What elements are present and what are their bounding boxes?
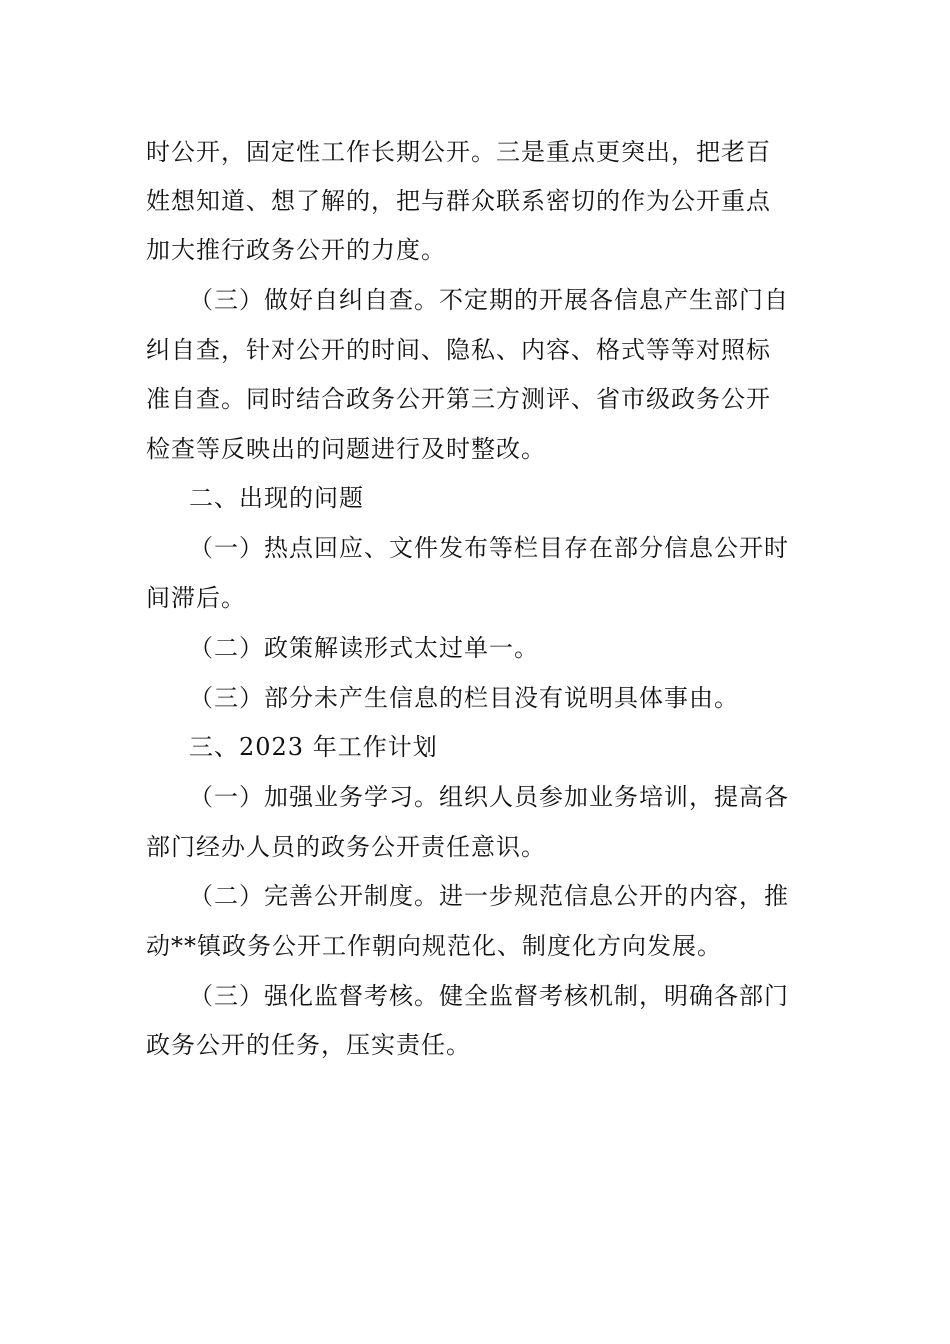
paragraph-line: 部门经办人员的政务公开责任意识。	[146, 833, 546, 861]
paragraph-line: 间滞后。	[146, 584, 246, 612]
paragraph-line: 姓想知道、想了解的，把与群众联系密切的作为公开重点	[146, 187, 771, 215]
chapter-heading-plan: 三、2023 年工作计划	[189, 733, 438, 761]
list-item: （二）完善公开制度。进一步规范信息公开的内容，推	[189, 882, 789, 910]
paragraph-line: 动**镇政务公开工作朝向规范化、制度化方向发展。	[146, 932, 722, 960]
paragraph-line: 准自查。同时结合政务公开第三方测评、省市级政务公开	[146, 385, 771, 413]
paragraph-line: 纠自查，针对公开的时间、隐私、内容、格式等等对照标	[146, 336, 771, 364]
list-item: （二）政策解读形式太过单一。	[189, 634, 539, 662]
paragraph-line: 检查等反映出的问题进行及时整改。	[146, 435, 546, 463]
paragraph-line: 加大推行政务公开的力度。	[146, 236, 446, 264]
list-item: （一）热点回应、文件发布等栏目存在部分信息公开时	[189, 534, 789, 562]
list-item: （三）强化监督考核。健全监督考核机制，明确各部门	[189, 982, 789, 1010]
list-item: （一）加强业务学习。组织人员参加业务培训，提高各	[189, 783, 789, 811]
paragraph-line: 政务公开的任务，压实责任。	[146, 1031, 471, 1059]
chapter-heading-problems: 二、出现的问题	[189, 484, 364, 512]
paragraph-line: 时公开，固定性工作长期公开。三是重点更突出，把老百	[146, 138, 771, 166]
list-item: （三）部分未产生信息的栏目没有说明具体事由。	[189, 684, 739, 712]
section-heading-3: （三）做好自纠自查。不定期的开展各信息产生部门自	[189, 286, 789, 314]
